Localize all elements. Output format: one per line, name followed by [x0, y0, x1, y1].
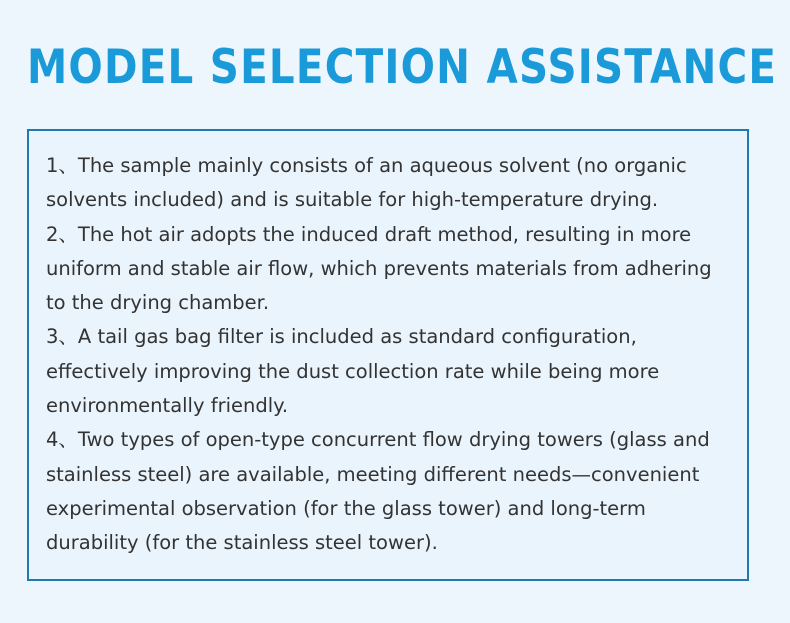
features-panel: [27, 129, 749, 581]
feature-item-1: 1、The sample mainly consists of an aqueous solvent (no organic solvents included) and is suitable for high-temperature drying.: [46, 154, 687, 212]
feature-item-3: 3、A tail gas bag filter is included as standard configuration, effectively improving the dust collection rate while being more environmentally friendly.: [46, 325, 660, 418]
feature-list: [29, 131, 747, 561]
feature-item-4: 4、Two types of open-type concurrent flow drying towers (glass and stainless steel) are available, meeting different needs—convenient experimental observation (for the glass tower) and long-term durability (for the stainless steel tower).: [46, 428, 710, 555]
page-title: MODEL SELECTION ASSISTANCE: [27, 40, 778, 95]
feature-item-2: 2、The hot air adopts the induced draft method, resulting in more uniform and stable air flow, which prevents materials from adhering to the drying chamber.: [46, 222, 712, 315]
